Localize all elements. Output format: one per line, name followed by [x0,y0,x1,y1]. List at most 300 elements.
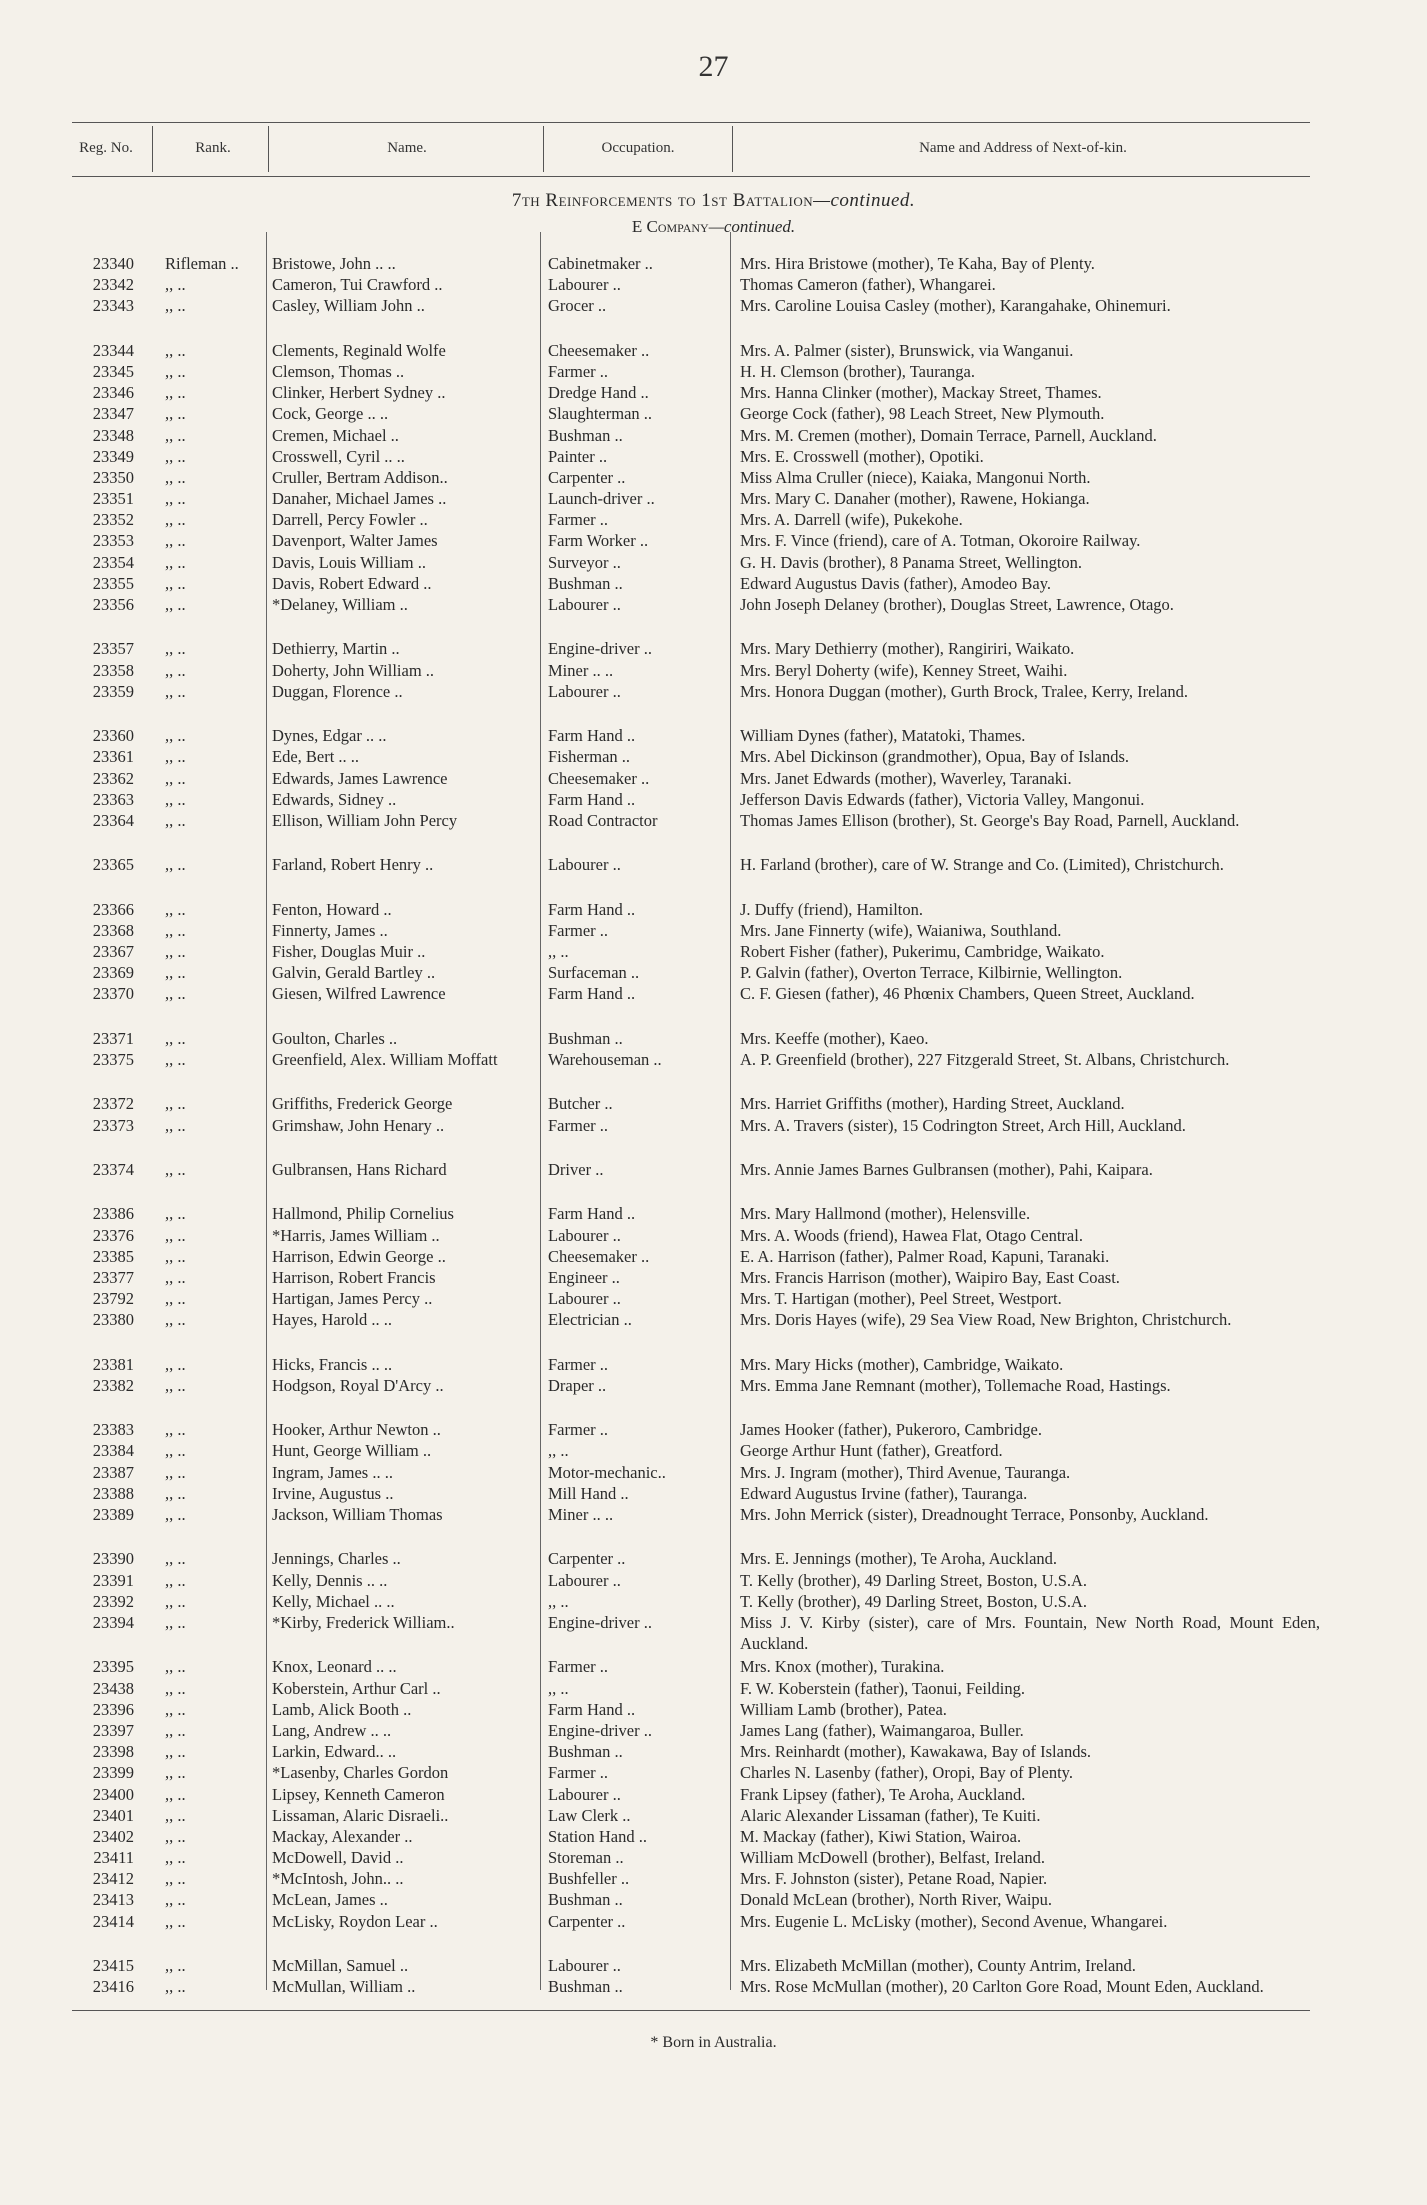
reg-number: 23413 [92,1890,134,1910]
soldier-name: McDowell, David .. [272,1848,404,1868]
soldier-name: Hunt, George William .. [272,1441,432,1461]
table-row [0,361,1427,382]
reg-number: 23373 [92,1115,134,1135]
table-row [0,854,1427,898]
occupation: Labourer .. [548,855,621,875]
reg-number: 23385 [92,1246,134,1266]
next-of-kin: Thomas Cameron (father), Whangarei. [740,275,996,295]
soldier-name: Lamb, Alick Booth .. [272,1699,412,1719]
table-row [0,1976,1427,2020]
occupation: Farm Hand .. [548,726,636,746]
table-row [0,962,1427,983]
next-of-kin: Charles N. Lasenby (father), Oropi, Bay of Plenty. [740,1763,1073,1783]
rank: ,, .. [165,639,186,659]
occupation: Labourer .. [548,1225,621,1245]
soldier-name: Fisher, Douglas Muir .. [272,942,426,962]
table-row [0,1699,1427,1720]
occupation: Engine-driver .. [548,639,653,659]
occupation: Bushman .. [548,1890,623,1910]
soldier-name: Darrell, Percy Fowler .. [272,510,428,530]
rank: ,, .. [165,552,186,572]
soldier-name: Cameron, Tui Crawford .. [272,275,443,295]
next-of-kin: Mrs. M. Cremen (mother), Domain Terrace, Parnell, Auckland. [740,425,1157,445]
next-of-kin: Mrs. Doris Hayes (wife), 29 Sea View Road, New Brighton, Christchurch. [740,1310,1232,1330]
occupation: Engine-driver .. [548,1720,653,1740]
soldier-name: Hodgson, Royal D'Arcy .. [272,1375,444,1395]
table-row [0,573,1427,594]
soldier-name: Clemson, Thomas .. [272,361,405,381]
soldier-name: *Delaney, William .. [272,595,408,615]
occupation: Warehouseman .. [548,1050,662,1070]
next-of-kin: Robert Fisher (father), Pukerimu, Cambridge, Waikato. [740,942,1105,962]
occupation: Cheesemaker .. [548,768,650,788]
rank: ,, .. [165,1483,186,1503]
table-row [0,1440,1427,1461]
reg-number: 23381 [92,1354,134,1374]
reg-number: 23342 [92,275,134,295]
occupation: Miner .. .. [548,660,614,680]
soldier-name: McLisky, Roydon Lear .. [272,1911,438,1931]
next-of-kin: Mrs. E. Jennings (mother), Te Aroha, Auckland. [740,1549,1058,1569]
occupation: Dredge Hand .. [548,383,649,403]
soldier-name: Ellison, William John Percy [272,810,458,830]
reg-number: 23388 [92,1483,134,1503]
next-of-kin: Mrs. Harriet Griffiths (mother), Harding Street, Auckland. [740,1094,1125,1114]
next-of-kin: Mrs. Mary Hallmond (mother), Helensville. [740,1204,1031,1224]
table-row [0,638,1427,659]
soldier-name: *McIntosh, John.. .. [272,1869,404,1889]
occupation: Carpenter .. [548,1911,626,1931]
reg-number: 23383 [92,1420,134,1440]
occupation: Farm Worker .. [548,531,649,551]
next-of-kin: Mrs. Hira Bristowe (mother), Te Kaha, Bay of Plenty. [740,254,1095,273]
next-of-kin: Donald McLean (brother), North River, Waipu. [740,1890,1053,1910]
reg-number: 23349 [92,446,134,466]
table-row [0,253,1427,274]
rank: ,, .. [165,275,186,295]
occupation: Bushman .. [548,573,623,593]
occupation: Farmer .. [548,920,609,940]
soldier-name: Larkin, Edward.. .. [272,1742,397,1762]
rank: ,, .. [165,1591,186,1611]
rank: ,, .. [165,446,186,466]
rank: ,, .. [165,361,186,381]
rank: ,, .. [165,1204,186,1224]
rank: ,, .. [165,1613,186,1632]
next-of-kin: William McDowell (brother), Belfast, Ireland. [740,1848,1045,1868]
occupation: Carpenter .. [548,467,626,487]
rank: ,, .. [165,1826,186,1846]
next-of-kin: Mrs. Abel Dickinson (grandmother), Opua, Bay of Islands. [740,747,1130,767]
table-row [0,983,1427,1027]
occupation: Farm Hand .. [548,899,636,919]
occupation: Farm Hand .. [548,1699,636,1719]
rank: ,, .. [165,1678,186,1698]
table-row [0,1847,1427,1868]
rank: ,, .. [165,681,186,701]
next-of-kin: P. Galvin (father), Overton Terrace, Kilbirnie, Wellington. [740,963,1123,983]
occupation: Grocer .. [548,296,607,316]
soldier-name: *Lasenby, Charles Gordon [272,1763,449,1783]
next-of-kin: Mrs. Emma Jane Remnant (mother), Tollemache Road, Hastings. [740,1375,1171,1395]
rank: ,, .. [165,340,186,360]
next-of-kin: T. Kelly (brother), 49 Darling Street, Boston, U.S.A. [740,1591,1088,1611]
occupation: Station Hand .. [548,1826,647,1846]
next-of-kin: C. F. Giesen (father), 46 Phœnix Chambers, Queen Street, Auckland. [740,984,1195,1004]
reg-number: 23412 [92,1869,134,1889]
rank: ,, .. [165,404,186,424]
soldier-name: Cruller, Bertram Addison.. [272,467,448,487]
rank: ,, .. [165,489,186,509]
next-of-kin: Mrs. Mary Hicks (mother), Cambridge, Waikato. [740,1354,1064,1374]
table-row [0,1741,1427,1762]
next-of-kin: Mrs. T. Hartigan (mother), Peel Street, Westport. [740,1289,1062,1309]
reg-number: 23356 [92,595,134,615]
table-row [0,746,1427,767]
reg-number: 23369 [92,963,134,983]
rank: Rifleman .. [165,254,239,273]
rank: ,, .. [165,1956,186,1976]
table-row [0,1826,1427,1847]
page-number: 27 [698,50,729,83]
rank: ,, .. [165,1028,186,1048]
next-of-kin: George Arthur Hunt (father), Greatford. [740,1441,1003,1461]
rank: ,, .. [165,1848,186,1868]
soldier-name: Grimshaw, John Henary .. [272,1115,445,1135]
occupation: Labourer .. [548,595,621,615]
rank: ,, .. [165,1462,186,1482]
occupation: Electrician .. [548,1310,632,1330]
reg-number: 23371 [92,1028,134,1048]
rank: ,, .. [165,984,186,1004]
table-row [0,295,1427,339]
occupation: Labourer .. [548,1289,621,1309]
occupation: Labourer .. [548,1570,621,1590]
header-divider [268,126,269,172]
occupation: Storeman .. [548,1848,624,1868]
next-of-kin: Mrs. Hanna Clinker (mother), Mackay Street, Thames. [740,383,1102,403]
soldier-name: Irvine, Augustus .. [272,1483,394,1503]
table-row [0,660,1427,681]
soldier-name: Koberstein, Arthur Carl .. [272,1678,441,1698]
header-rank: Rank. [195,140,231,156]
next-of-kin: H. H. Clemson (brother), Tauranga. [740,361,975,381]
occupation: Engine-driver .. [548,1613,653,1632]
occupation: ,, .. [548,1678,569,1698]
table-row [0,382,1427,403]
next-of-kin: Mrs. J. Ingram (mother), Third Avenue, Tauranga. [740,1462,1071,1482]
soldier-name: Davis, Louis William .. [272,552,426,572]
soldier-name: McMullan, William .. [272,1977,416,1997]
reg-number: 23402 [92,1826,134,1846]
company-subtitle [0,217,1427,237]
table-row [0,1462,1427,1483]
next-of-kin: Mrs. Janet Edwards (mother), Waverley, Taranaki. [740,768,1072,788]
soldier-name: *Harris, James William .. [272,1225,440,1245]
next-of-kin: Mrs. Jane Finnerty (wife), Waianiwa, Southland. [740,920,1062,940]
reg-number: 23345 [92,361,134,381]
occupation: Labourer .. [548,1956,621,1976]
rank: ,, .. [165,1050,186,1070]
next-of-kin: T. Kelly (brother), 49 Darling Street, Boston, U.S.A. [740,1570,1088,1590]
occupation: Surfaceman .. [548,963,640,983]
reg-number: 23416 [92,1977,134,1997]
rank: ,, .. [165,1115,186,1135]
occupation: Farmer .. [548,1657,609,1677]
reg-number: 23389 [92,1505,134,1525]
footer-rule [72,2010,1310,2011]
reg-number: 23399 [92,1763,134,1783]
header-divider [152,126,153,172]
occupation: Farm Hand .. [548,789,636,809]
soldier-name: Danaher, Michael James .. [272,489,447,509]
table-row [0,1784,1427,1805]
table-row [0,1225,1427,1246]
occupation: Miner .. .. [548,1505,614,1525]
rank: ,, .. [165,1805,186,1825]
table-row [0,899,1427,920]
next-of-kin: Mrs. Francis Harrison (mother), Waipiro Bay, East Coast. [740,1267,1120,1287]
header-rule-bottom [72,176,1310,177]
reg-number: 23367 [92,942,134,962]
section-title [0,190,1427,212]
occupation: ,, .. [548,1441,569,1461]
occupation: Cheesemaker .. [548,1246,650,1266]
soldier-name: Lipsey, Kenneth Cameron [272,1784,445,1804]
reg-number: 23382 [92,1375,134,1395]
rank: ,, .. [165,1289,186,1309]
table-row [0,1570,1427,1591]
table-row [0,488,1427,509]
next-of-kin: F. W. Koberstein (father), Taonui, Feilding. [740,1678,1026,1698]
rank: ,, .. [165,595,186,615]
table-row [0,1720,1427,1741]
reg-number: 23368 [92,920,134,940]
next-of-kin: William Dynes (father), Matatoki, Thames. [740,726,1026,746]
reg-number: 23359 [92,681,134,701]
reg-number: 23353 [92,531,134,551]
rank: ,, .. [165,296,186,316]
rank: ,, .. [165,899,186,919]
occupation: Labourer .. [548,275,621,295]
next-of-kin: Mrs. Knox (mother), Turakina. [740,1657,945,1677]
table-row [0,1309,1427,1353]
next-of-kin: Mrs. Keeffe (mother), Kaeo. [740,1028,929,1048]
reg-number: 23380 [92,1310,134,1330]
header-name: Name. [387,140,427,156]
soldier-name: McMillan, Samuel .. [272,1956,409,1976]
rank: ,, .. [165,1657,186,1677]
reg-number: 23350 [92,467,134,487]
rank: ,, .. [165,747,186,767]
soldier-name: Crosswell, Cyril .. .. [272,446,405,466]
rank: ,, .. [165,1160,186,1179]
occupation: Labourer .. [548,681,621,701]
occupation: Bushman .. [548,1028,623,1048]
occupation: Labourer .. [548,1784,621,1804]
reg-number: 23394 [92,1613,134,1632]
rank: ,, .. [165,920,186,940]
next-of-kin: Mrs. Caroline Louisa Casley (mother), Karangahake, Ohinemuri. [740,296,1171,316]
table-row [0,1612,1427,1656]
next-of-kin: Miss Alma Cruller (niece), Kaiaka, Mangonui North. [740,467,1091,487]
rank: ,, .. [165,942,186,962]
rank: ,, .. [165,1441,186,1461]
table-row [0,920,1427,941]
soldier-name: Hartigan, James Percy .. [272,1289,433,1309]
soldier-name: Davis, Robert Edward .. [272,573,432,593]
soldier-name: Hicks, Francis .. .. [272,1354,393,1374]
soldier-name: Farland, Robert Henry .. [272,855,434,875]
soldier-name: Kelly, Michael .. .. [272,1591,395,1611]
occupation: Farmer .. [548,1115,609,1135]
soldier-name: Bristowe, John .. .. [272,254,396,273]
rank: ,, .. [165,1570,186,1590]
table-row [0,1093,1427,1114]
next-of-kin: Mrs. Mary C. Danaher (mother), Rawene, Hokianga. [740,489,1090,509]
header-divider [732,126,733,172]
table-row [0,1955,1427,1976]
occupation: Carpenter .. [548,1549,626,1569]
next-of-kin: Alaric Alexander Lissaman (father), Te Kuiti. [740,1805,1041,1825]
reg-number: 23346 [92,383,134,403]
rank: ,, .. [165,1699,186,1719]
header-rule-top [72,122,1310,123]
reg-number: 23357 [92,639,134,659]
soldier-name: Davenport, Walter James [272,531,438,551]
soldier-name: Griffiths, Frederick George [272,1094,453,1114]
soldier-name: Doherty, John William .. [272,660,435,680]
reg-number: 23355 [92,573,134,593]
reg-number: 23363 [92,789,134,809]
soldier-name: Greenfield, Alex. William Moffatt [272,1050,498,1070]
reg-number: 23372 [92,1094,134,1114]
next-of-kin: E. A. Harrison (father), Palmer Road, Kapuni, Taranaki. [740,1246,1110,1266]
table-row [0,446,1427,467]
next-of-kin: J. Duffy (friend), Hamilton. [740,899,923,919]
reg-number: 23360 [92,726,134,746]
table-row [0,681,1427,725]
rank: ,, .. [165,1354,186,1374]
soldier-name: Cock, George .. .. [272,404,389,424]
occupation: Engineer .. [548,1267,620,1287]
table-row [0,425,1427,446]
reg-number: 23377 [92,1267,134,1287]
reg-number: 23362 [92,768,134,788]
rank: ,, .. [165,1720,186,1740]
company-continued: —continued. [708,217,796,236]
occupation: Bushman .. [548,1742,623,1762]
occupation: Farm Hand .. [548,1204,636,1224]
occupation: Driver .. [548,1160,604,1179]
occupation: Farmer .. [548,510,609,530]
table-row [0,552,1427,573]
table-row [0,340,1427,361]
rank: ,, .. [165,1977,186,1997]
occupation: Bushman .. [548,1977,623,1997]
reg-number: 23344 [92,340,134,360]
reg-number: 23438 [92,1678,134,1698]
rank: ,, .. [165,1094,186,1114]
next-of-kin: Mrs. F. Johnston (sister), Petane Road, Napier. [740,1869,1048,1889]
soldier-name: Clinker, Herbert Sydney .. [272,383,446,403]
reg-number: 23401 [92,1805,134,1825]
rank: ,, .. [165,1246,186,1266]
reg-number: 23395 [92,1657,134,1677]
soldier-name: Kelly, Dennis .. .. [272,1570,388,1590]
reg-number: 23375 [92,1050,134,1070]
soldier-name: Jackson, William Thomas [272,1505,443,1525]
occupation: ,, .. [548,942,569,962]
occupation: Farmer .. [548,1354,609,1374]
table-row [0,1678,1427,1699]
occupation: Road Contractor [548,810,658,830]
rank: ,, .. [165,425,186,445]
reg-number: 23390 [92,1549,134,1569]
rank: ,, .. [165,1310,186,1330]
reg-number: 23340 [92,254,134,273]
next-of-kin: A. P. Greenfield (brother), 227 Fitzgerald Street, St. Albans, Christchurch. [740,1050,1230,1070]
rank: ,, .. [165,789,186,809]
table-row [0,1246,1427,1267]
section-title-text: 7th Reinforcements to 1st Battalion [511,190,814,211]
rank: ,, .. [165,1784,186,1804]
soldier-name: Mackay, Alexander .. [272,1826,413,1846]
soldier-name: Hayes, Harold .. .. [272,1310,393,1330]
reg-number: 23370 [92,984,134,1004]
table-row [0,467,1427,488]
table-row [0,530,1427,551]
soldier-name: Dynes, Edgar .. .. [272,726,387,746]
next-of-kin: Mrs. A. Travers (sister), 15 Codrington Street, Arch Hill, Auckland. [740,1115,1186,1135]
header-occupation: Occupation. [601,140,675,156]
soldier-name: Edwards, James Lawrence [272,768,448,788]
soldier-name: Galvin, Gerald Bartley .. [272,963,436,983]
next-of-kin: George Cock (father), 98 Leach Street, New Plymouth. [740,404,1105,424]
next-of-kin: Mrs. F. Vince (friend), care of A. Totman, Okoroire Railway. [740,531,1141,551]
table-row [0,810,1427,854]
reg-number: 23387 [92,1462,134,1482]
reg-number: 23361 [92,747,134,767]
rank: ,, .. [165,573,186,593]
rank: ,, .. [165,1267,186,1287]
occupation: Painter .. [548,446,608,466]
table-row [0,1483,1427,1504]
soldier-name: Hooker, Arthur Newton .. [272,1420,441,1440]
reg-number: 23348 [92,425,134,445]
next-of-kin: Thomas James Ellison (brother), St. George's Bay Road, Parnell, Auckland. [740,810,1240,830]
reg-number: 23398 [92,1742,134,1762]
next-of-kin: Mrs. Reinhardt (mother), Kawakawa, Bay of Islands. [740,1742,1091,1762]
header-reg-no: Reg. No. [79,140,133,156]
table-row [0,1288,1427,1309]
soldier-name: Harrison, Edwin George .. [272,1246,446,1266]
rank: ,, .. [165,810,186,830]
rank: ,, .. [165,1890,186,1910]
reg-number: 23397 [92,1720,134,1740]
soldier-name: *Kirby, Frederick William.. [272,1613,455,1632]
reg-number: 23352 [92,510,134,530]
soldier-name: Lang, Andrew .. .. [272,1720,392,1740]
soldier-name: Dethierry, Martin .. [272,639,400,659]
soldier-name: Casley, William John .. [272,296,425,316]
next-of-kin: M. Mackay (father), Kiwi Station, Wairoa. [740,1826,1022,1846]
header-next-of-kin: Name and Address of Next-of-kin. [919,140,1127,156]
reg-number: 23358 [92,660,134,680]
table-row [0,1115,1427,1159]
rank: ,, .. [165,1225,186,1245]
next-of-kin: James Hooker (father), Pukeroro, Cambridge. [740,1420,1042,1440]
